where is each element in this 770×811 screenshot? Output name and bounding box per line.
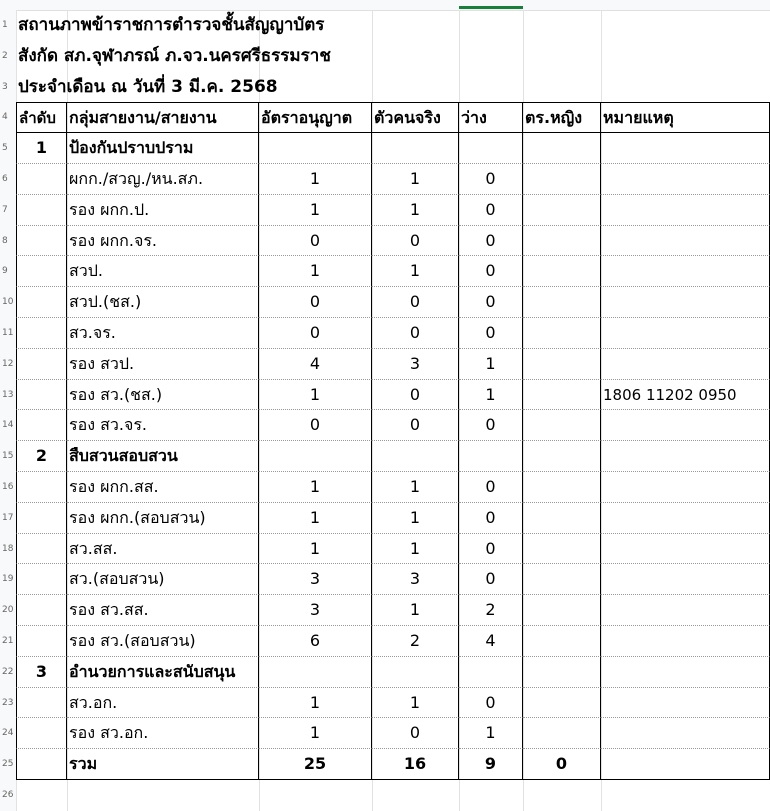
- selected-column-indicator: [459, 6, 523, 9]
- allowed-cell[interactable]: 1: [259, 380, 372, 411]
- empty-cell[interactable]: [16, 534, 67, 565]
- allowed-cell[interactable]: 1: [259, 472, 372, 503]
- table-row: [0, 410, 770, 441]
- empty-cell[interactable]: [523, 133, 601, 164]
- vacant-cell[interactable]: 0: [459, 318, 523, 349]
- position-label-cell[interactable]: รอง ผกก.จร.: [67, 226, 259, 257]
- note-cell[interactable]: [601, 503, 770, 534]
- position-label-cell[interactable]: สวป.(ชส.): [67, 287, 259, 318]
- vacant-cell[interactable]: 4: [459, 626, 523, 657]
- note-cell[interactable]: [601, 226, 770, 257]
- table-row: [0, 349, 770, 380]
- row-number[interactable]: 12: [0, 349, 16, 380]
- vacant-cell[interactable]: 1: [459, 718, 523, 749]
- total-note-cell[interactable]: [601, 749, 770, 780]
- row-number[interactable]: 3: [0, 72, 16, 103]
- vacant-cell[interactable]: 0: [459, 564, 523, 595]
- empty-cell[interactable]: [523, 657, 601, 688]
- actual-cell[interactable]: 1: [372, 472, 459, 503]
- empty-cell[interactable]: [459, 657, 523, 688]
- female-cell[interactable]: [523, 349, 601, 380]
- allowed-cell[interactable]: 1: [259, 503, 372, 534]
- note-cell[interactable]: [601, 718, 770, 749]
- group-name-cell[interactable]: สืบสวนสอบสวน: [67, 441, 259, 472]
- vacant-cell[interactable]: 0: [459, 688, 523, 719]
- female-cell[interactable]: [523, 164, 601, 195]
- note-cell[interactable]: [601, 688, 770, 719]
- position-label-cell[interactable]: รอง สว.(สอบสวน): [67, 626, 259, 657]
- female-cell[interactable]: [523, 534, 601, 565]
- vacant-cell[interactable]: 0: [459, 226, 523, 257]
- position-label-cell[interactable]: สว.อก.: [67, 688, 259, 719]
- empty-cell[interactable]: [16, 718, 67, 749]
- empty-cell[interactable]: [16, 256, 67, 287]
- actual-cell[interactable]: 0: [372, 410, 459, 441]
- total-label-cell[interactable]: รวม: [67, 749, 259, 780]
- title-row: [0, 10, 770, 41]
- empty-cell[interactable]: [372, 441, 459, 472]
- title-cell[interactable]: ประจำเดือน ณ วันที่ 3 มี.ค. 2568: [18, 76, 278, 97]
- header-cell[interactable]: หมายแหตุ: [601, 102, 770, 133]
- row-number[interactable]: 21: [0, 626, 16, 657]
- row-number[interactable]: 14: [0, 410, 16, 441]
- spreadsheet-grid: [0, 10, 770, 811]
- empty-cell[interactable]: [16, 749, 67, 780]
- total-female-cell[interactable]: 0: [523, 749, 601, 780]
- table-row: [0, 318, 770, 349]
- note-cell[interactable]: [601, 534, 770, 565]
- table-row: [0, 195, 770, 226]
- group-number-cell[interactable]: 1: [16, 133, 67, 164]
- empty-row: [0, 780, 770, 811]
- vacant-cell[interactable]: 0: [459, 287, 523, 318]
- note-cell[interactable]: [601, 287, 770, 318]
- empty-cell[interactable]: [259, 133, 372, 164]
- allowed-cell[interactable]: 1: [259, 718, 372, 749]
- group-name-cell[interactable]: อำนวยการและสนับสนุน: [67, 657, 259, 688]
- row-number[interactable]: 9: [0, 256, 16, 287]
- row-number[interactable]: 26: [0, 780, 16, 811]
- actual-cell[interactable]: 1: [372, 256, 459, 287]
- note-cell[interactable]: [601, 595, 770, 626]
- table-row: [0, 164, 770, 195]
- title-cell[interactable]: สังกัด สภ.จุฬาภรณ์ ภ.จว.นครศรีธรรมราช: [18, 45, 331, 66]
- empty-cell[interactable]: [16, 472, 67, 503]
- row-number[interactable]: 7: [0, 195, 16, 226]
- vacant-cell[interactable]: 0: [459, 472, 523, 503]
- female-cell[interactable]: [523, 626, 601, 657]
- allowed-cell[interactable]: 4: [259, 349, 372, 380]
- empty-cell[interactable]: [16, 595, 67, 626]
- row-number[interactable]: 17: [0, 503, 16, 534]
- allowed-cell[interactable]: 0: [259, 226, 372, 257]
- female-cell[interactable]: [523, 226, 601, 257]
- allowed-cell[interactable]: 0: [259, 318, 372, 349]
- table-row: [0, 534, 770, 565]
- note-cell[interactable]: [601, 564, 770, 595]
- actual-cell[interactable]: 0: [372, 226, 459, 257]
- row-number[interactable]: 10: [0, 287, 16, 318]
- actual-cell[interactable]: 1: [372, 503, 459, 534]
- table-row: [0, 472, 770, 503]
- position-label-cell[interactable]: สว.(สอบสวน): [67, 564, 259, 595]
- actual-cell[interactable]: 0: [372, 380, 459, 411]
- note-cell[interactable]: [601, 164, 770, 195]
- note-cell[interactable]: [601, 195, 770, 226]
- table-row: [0, 626, 770, 657]
- group-row: [0, 657, 770, 688]
- female-cell[interactable]: [523, 688, 601, 719]
- row-number[interactable]: 1: [0, 10, 16, 41]
- row-number[interactable]: 25: [0, 749, 16, 780]
- empty-cell[interactable]: [459, 441, 523, 472]
- row-number[interactable]: 22: [0, 657, 16, 688]
- note-cell[interactable]: [601, 472, 770, 503]
- empty-cell[interactable]: [259, 441, 372, 472]
- allowed-cell[interactable]: 3: [259, 595, 372, 626]
- row-number[interactable]: 2: [0, 41, 16, 72]
- table-row: [0, 595, 770, 626]
- actual-cell[interactable]: 1: [372, 534, 459, 565]
- group-row: [0, 133, 770, 164]
- title-row: [0, 41, 770, 72]
- total-vacant-cell[interactable]: 9: [459, 749, 523, 780]
- female-cell[interactable]: [523, 595, 601, 626]
- actual-cell[interactable]: 1: [372, 164, 459, 195]
- header-row: [0, 102, 770, 133]
- empty-cell[interactable]: [601, 133, 770, 164]
- allowed-cell[interactable]: 1: [259, 688, 372, 719]
- title-cell[interactable]: สถานภาพข้าราชการตำรวจชั้นสัญญาบัตร: [18, 15, 325, 35]
- vacant-cell[interactable]: 1: [459, 349, 523, 380]
- allowed-cell[interactable]: 0: [259, 287, 372, 318]
- actual-cell[interactable]: 3: [372, 564, 459, 595]
- empty-cell[interactable]: [16, 688, 67, 719]
- allowed-cell[interactable]: 1: [259, 534, 372, 565]
- position-label-cell[interactable]: รอง สว.จร.: [67, 410, 259, 441]
- allowed-cell[interactable]: 3: [259, 564, 372, 595]
- actual-cell[interactable]: 1: [372, 595, 459, 626]
- empty-cell[interactable]: [16, 318, 67, 349]
- empty-cell[interactable]: [16, 503, 67, 534]
- empty-cell[interactable]: [16, 164, 67, 195]
- row-number[interactable]: 19: [0, 564, 16, 595]
- row-number[interactable]: 6: [0, 164, 16, 195]
- position-label-cell[interactable]: รอง สว.สส.: [67, 595, 259, 626]
- position-label-cell[interactable]: รอง ผกก.ป.: [67, 195, 259, 226]
- note-cell[interactable]: [601, 349, 770, 380]
- table-row: [0, 256, 770, 287]
- row-number[interactable]: 4: [0, 102, 16, 133]
- empty-cell[interactable]: [372, 657, 459, 688]
- vacant-cell[interactable]: 0: [459, 534, 523, 565]
- note-cell[interactable]: 1806 11202 0950: [601, 380, 770, 411]
- vacant-cell[interactable]: 2: [459, 595, 523, 626]
- allowed-cell[interactable]: 6: [259, 626, 372, 657]
- empty-cell[interactable]: [601, 657, 770, 688]
- total-allowed-cell[interactable]: 25: [259, 749, 372, 780]
- female-cell[interactable]: [523, 380, 601, 411]
- table-row: [0, 718, 770, 749]
- vacant-cell[interactable]: 0: [459, 164, 523, 195]
- vacant-cell[interactable]: 0: [459, 195, 523, 226]
- position-label-cell[interactable]: สว.จร.: [67, 318, 259, 349]
- actual-cell[interactable]: 0: [372, 287, 459, 318]
- empty-cell[interactable]: [459, 133, 523, 164]
- empty-cell[interactable]: [16, 410, 67, 441]
- female-cell[interactable]: [523, 256, 601, 287]
- female-cell[interactable]: [523, 503, 601, 534]
- row-number[interactable]: 16: [0, 472, 16, 503]
- table-row: [0, 503, 770, 534]
- actual-cell[interactable]: 1: [372, 688, 459, 719]
- empty-cell[interactable]: [16, 626, 67, 657]
- empty-cell[interactable]: [16, 564, 67, 595]
- header-cell[interactable]: อัตราอนุญาต: [259, 102, 372, 133]
- note-cell[interactable]: [601, 318, 770, 349]
- group-name-cell[interactable]: ป้องกันปราบปราม: [67, 133, 259, 164]
- position-label-cell[interactable]: รอง สวป.: [67, 349, 259, 380]
- allowed-cell[interactable]: 1: [259, 195, 372, 226]
- female-cell[interactable]: [523, 195, 601, 226]
- allowed-cell[interactable]: 1: [259, 256, 372, 287]
- actual-cell[interactable]: 1: [372, 195, 459, 226]
- position-label-cell[interactable]: รอง ผกก.สส.: [67, 472, 259, 503]
- female-cell[interactable]: [523, 287, 601, 318]
- empty-cell[interactable]: [372, 133, 459, 164]
- total-actual-cell[interactable]: 16: [372, 749, 459, 780]
- header-cell[interactable]: ลำดับ: [16, 102, 67, 133]
- table-row: [0, 688, 770, 719]
- actual-cell[interactable]: 3: [372, 349, 459, 380]
- note-cell[interactable]: [601, 626, 770, 657]
- table-row: [0, 226, 770, 257]
- row-number[interactable]: 20: [0, 595, 16, 626]
- total-row: [0, 749, 770, 780]
- position-label-cell[interactable]: สว.สส.: [67, 534, 259, 565]
- actual-cell[interactable]: 2: [372, 626, 459, 657]
- title-row: [0, 72, 770, 103]
- empty-cell[interactable]: [523, 441, 601, 472]
- empty-cell[interactable]: [16, 226, 67, 257]
- vacant-cell[interactable]: 0: [459, 410, 523, 441]
- header-cell[interactable]: กลุ่มสายงาน/สายงาน: [67, 102, 259, 133]
- vacant-cell[interactable]: 1: [459, 380, 523, 411]
- vacant-cell[interactable]: 0: [459, 503, 523, 534]
- position-label-cell[interactable]: รอง ผกก.(สอบสวน): [67, 503, 259, 534]
- vacant-cell[interactable]: 0: [459, 256, 523, 287]
- female-cell[interactable]: [523, 564, 601, 595]
- female-cell[interactable]: [523, 318, 601, 349]
- row-number[interactable]: 8: [0, 226, 16, 257]
- position-label-cell[interactable]: ผกก./สวญ./หน.สภ.: [67, 164, 259, 195]
- empty-cell[interactable]: [259, 657, 372, 688]
- actual-cell[interactable]: 0: [372, 318, 459, 349]
- header-cell[interactable]: ตร.หญิง: [523, 102, 601, 133]
- row-number[interactable]: 15: [0, 441, 16, 472]
- row-number[interactable]: 24: [0, 718, 16, 749]
- note-cell[interactable]: [601, 256, 770, 287]
- table-row: [0, 287, 770, 318]
- header-cell[interactable]: ว่าง: [459, 102, 523, 133]
- position-label-cell[interactable]: สวป.: [67, 256, 259, 287]
- header-cell[interactable]: ตัวคนจริง: [372, 102, 459, 133]
- allowed-cell[interactable]: 0: [259, 410, 372, 441]
- female-cell[interactable]: [523, 472, 601, 503]
- group-number-cell[interactable]: 3: [16, 657, 67, 688]
- position-label-cell[interactable]: รอง สว.(ชส.): [67, 380, 259, 411]
- empty-cell[interactable]: [16, 287, 67, 318]
- actual-cell[interactable]: 0: [372, 718, 459, 749]
- female-cell[interactable]: [523, 410, 601, 441]
- position-label-cell[interactable]: รอง สว.อก.: [67, 718, 259, 749]
- note-cell[interactable]: [601, 410, 770, 441]
- row-number[interactable]: 18: [0, 534, 16, 565]
- empty-cell[interactable]: [16, 349, 67, 380]
- table-row: [0, 380, 770, 411]
- table-row: [0, 564, 770, 595]
- row-number[interactable]: 11: [0, 318, 16, 349]
- empty-cell[interactable]: [601, 441, 770, 472]
- empty-cell[interactable]: [16, 195, 67, 226]
- row-number[interactable]: 13: [0, 380, 16, 411]
- allowed-cell[interactable]: 1: [259, 164, 372, 195]
- row-number[interactable]: 5: [0, 133, 16, 164]
- empty-cell[interactable]: [16, 380, 67, 411]
- female-cell[interactable]: [523, 718, 601, 749]
- row-number[interactable]: 23: [0, 688, 16, 719]
- group-row: [0, 441, 770, 472]
- group-number-cell[interactable]: 2: [16, 441, 67, 472]
